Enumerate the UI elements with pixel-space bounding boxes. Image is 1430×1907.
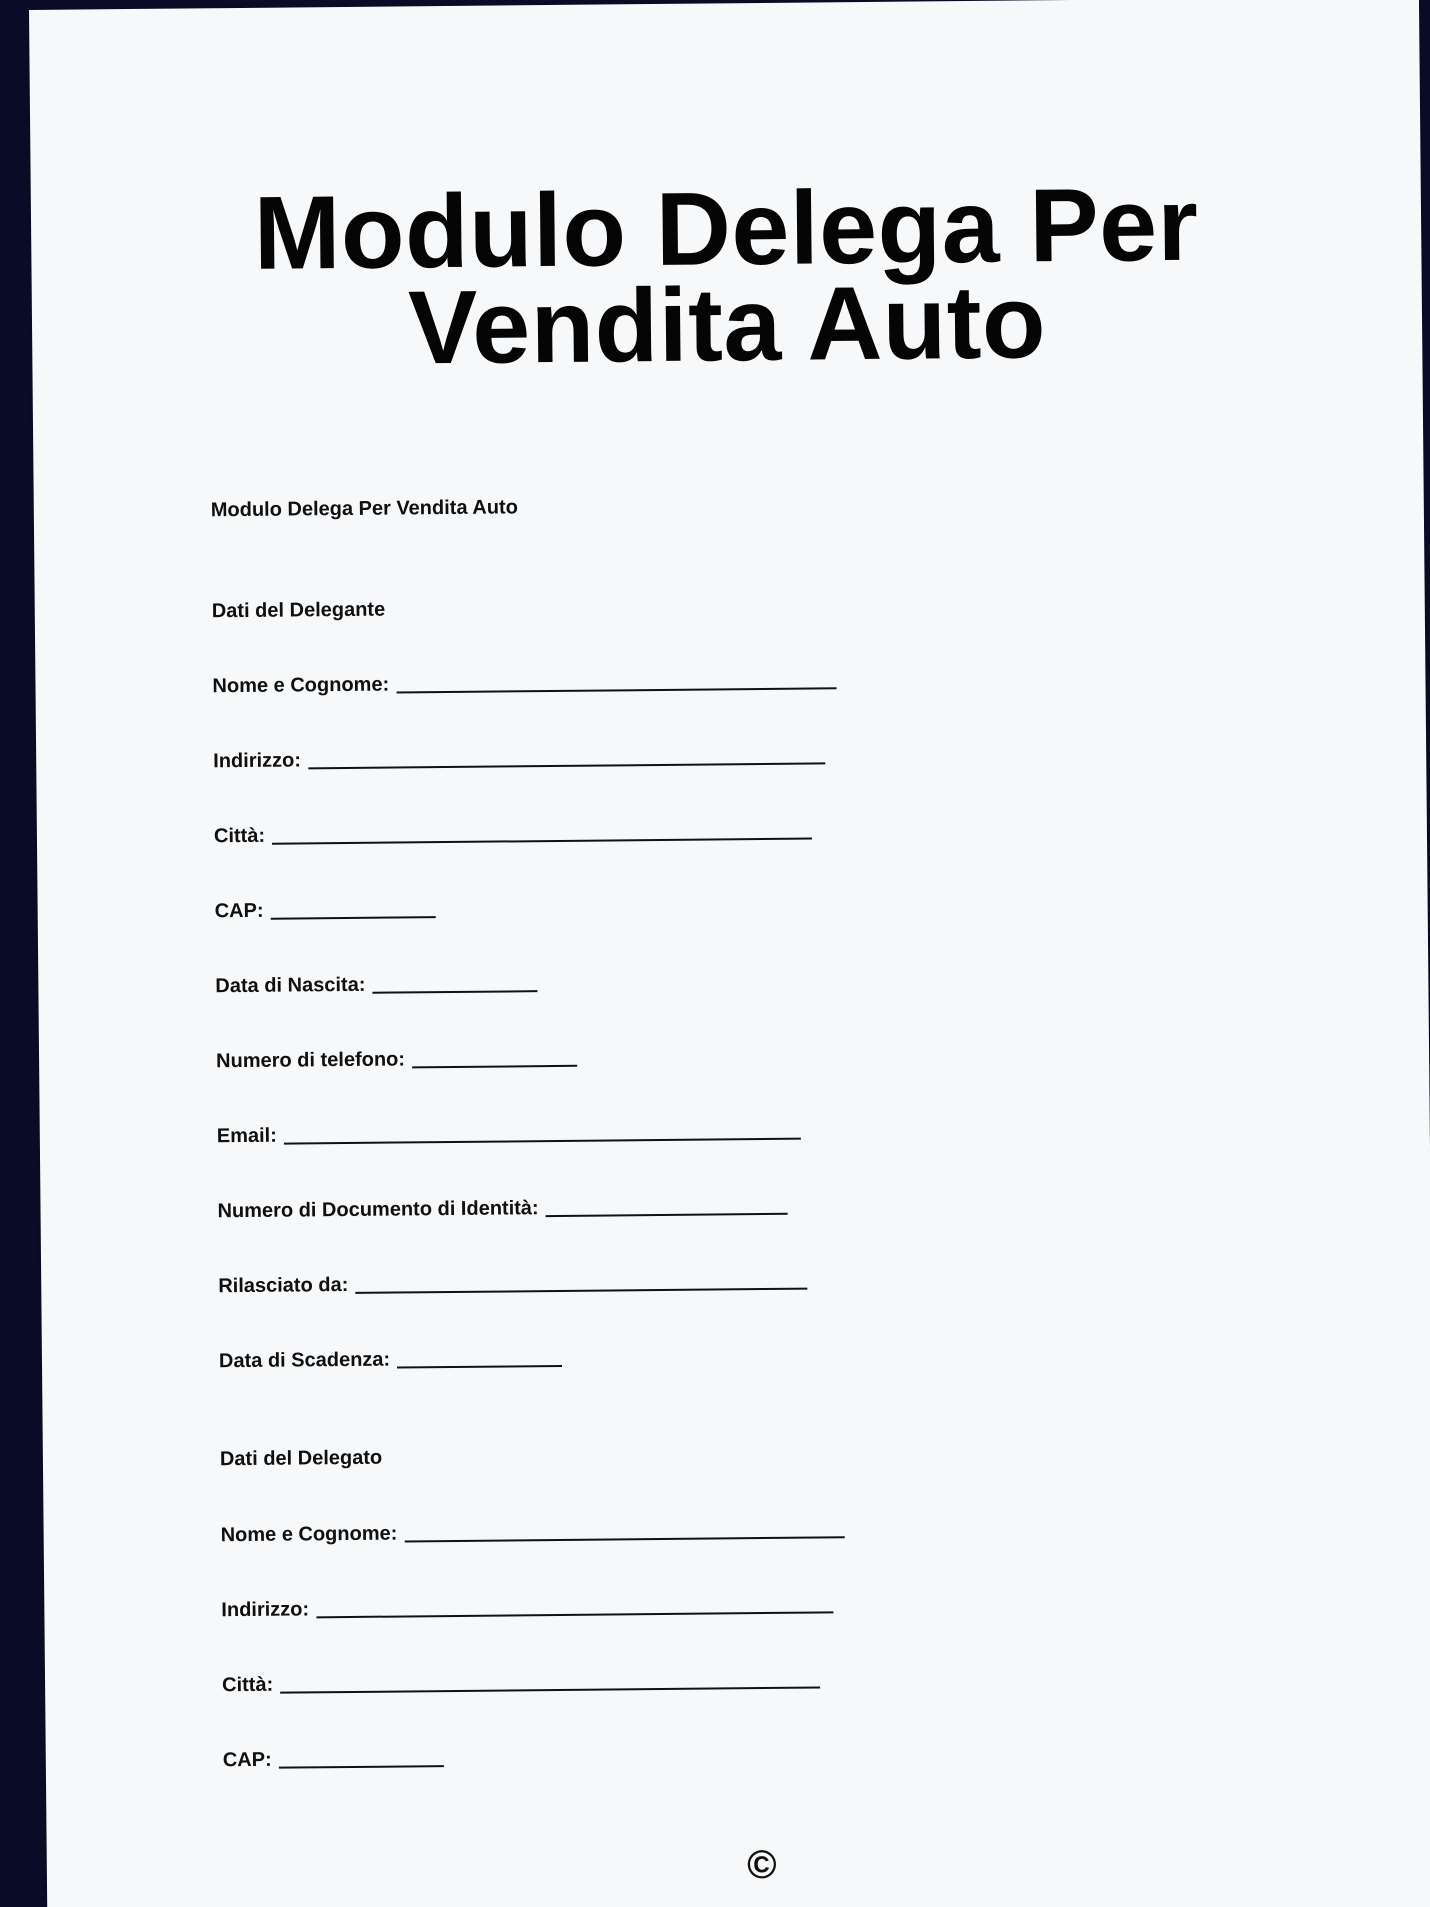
- field-delegante-nascita: [215, 969, 537, 998]
- field-label: Indirizzo:: [221, 1598, 310, 1622]
- field-delegante-telefono: [216, 1044, 577, 1073]
- form-heading: Modulo Delega Per Vendita Auto: [210, 496, 518, 522]
- field-delegante-documento: [217, 1192, 787, 1223]
- fill-in-line[interactable]: [284, 1138, 801, 1145]
- fill-in-line[interactable]: [397, 1365, 562, 1369]
- field-delegante-scadenza: [219, 1344, 562, 1373]
- section-heading-delegante: Dati del Delegante: [211, 598, 386, 623]
- fill-in-line[interactable]: [412, 1065, 577, 1069]
- field-label: Data di Nascita:: [215, 973, 366, 998]
- field-label: Rilasciato da:: [218, 1273, 349, 1298]
- fill-in-line[interactable]: [355, 1288, 807, 1294]
- field-label: CAP:: [222, 1748, 272, 1772]
- field-label: Email:: [216, 1124, 277, 1148]
- fill-in-line[interactable]: [404, 1536, 844, 1542]
- field-label: Nome e Cognome:: [212, 673, 390, 698]
- fill-in-line[interactable]: [373, 990, 538, 994]
- field-delegato-nome: [221, 1515, 845, 1547]
- fill-in-line[interactable]: [272, 838, 812, 845]
- field-delegato-indirizzo: [221, 1590, 833, 1622]
- field-delegante-citta: [214, 817, 812, 849]
- field-delegante-rilasciato: [218, 1267, 807, 1299]
- fill-in-line[interactable]: [271, 916, 436, 920]
- document-title: Modulo Delega Per Vendita Auto: [253, 166, 1200, 387]
- section-heading-delegato: Dati del Delegato: [219, 1446, 383, 1471]
- copyright-icon: ©: [746, 1842, 777, 1888]
- field-delegante-nome: [212, 666, 836, 698]
- fill-in-line[interactable]: [316, 1611, 833, 1618]
- fill-in-line[interactable]: [308, 762, 825, 769]
- fill-in-line[interactable]: [280, 1686, 820, 1693]
- field-delegante-email: [217, 1117, 801, 1149]
- field-delegante-cap: [215, 895, 436, 923]
- field-label: CAP:: [214, 899, 264, 923]
- field-label: Città:: [213, 824, 266, 848]
- field-label: Numero di Documento di Identità:: [217, 1197, 539, 1223]
- field-label: Numero di telefono:: [215, 1048, 406, 1073]
- field-label: Città:: [221, 1673, 274, 1697]
- field-delegato-citta: [222, 1665, 820, 1697]
- fill-in-line[interactable]: [279, 1765, 444, 1769]
- field-label: Nome e Cognome:: [220, 1522, 398, 1547]
- fill-in-line[interactable]: [396, 687, 836, 693]
- field-delegato-cap: [223, 1744, 444, 1772]
- document-page: [29, 0, 1430, 1907]
- field-delegante-indirizzo: [213, 741, 825, 773]
- field-label: Indirizzo:: [213, 749, 302, 773]
- fill-in-line[interactable]: [546, 1213, 788, 1217]
- field-label: Data di Scadenza:: [218, 1348, 391, 1373]
